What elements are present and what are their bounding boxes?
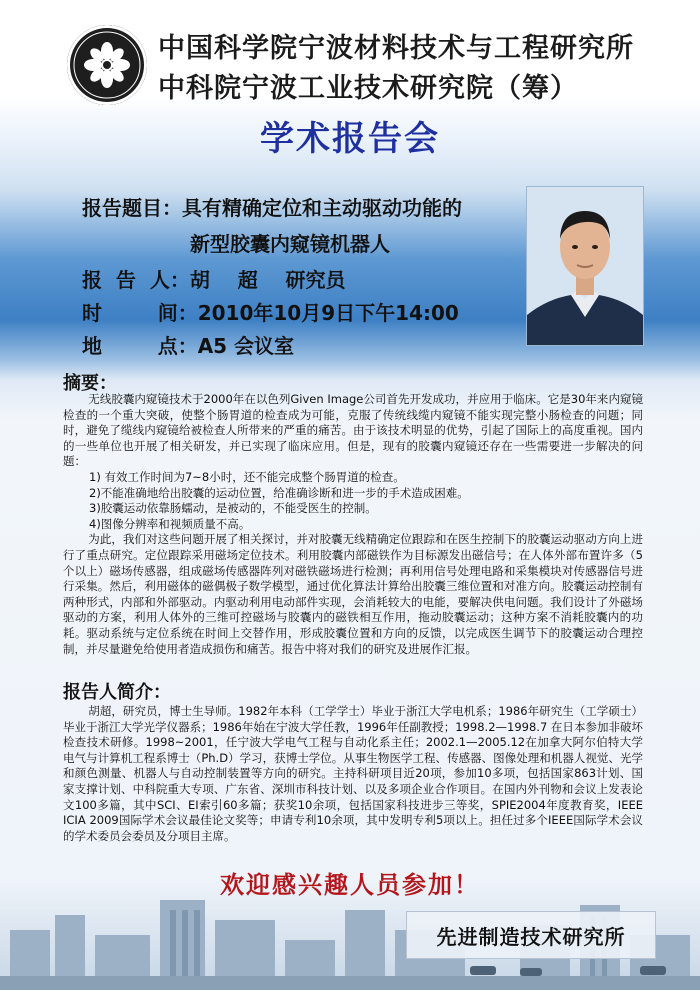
list-item: 3)胶囊运动依靠肠蠕动，是被动的，不能受医生的控制。 (89, 501, 377, 516)
report-speaker: 报 告 人：胡 超 研究员 (82, 268, 346, 292)
page-title: 学术报告会 (260, 119, 440, 159)
cas-logo-icon (67, 25, 147, 105)
institute-name: 中国科学院宁波材料技术与工程研究所 (158, 33, 634, 64)
welcome-text: 欢迎感兴趣人员参加！ (220, 871, 480, 899)
bio-paragraph: 胡超，研究员，博士生导师。1982年本科（工学学士）毕业于浙江大学电机系；1986年研究生（工学硕士）毕业于浙江大学光学仪器系；1986年始在宁波大学任教，1996年任副教授；1998.2—1998.7 在日本参加非破坏检查技术研修。1998~2001，任宁波大学电气工程与自动化系主任；2002.1—2005.12在加拿大阿尔伯特大学电气与计算机工程系博士（Ph.D）学习，获博士学位。从事生物医学工程、传感器、图像处理和机器人视觉、光学和颜色测量、机器人与自动控制装置等方向的研究。主持科研项目近20项，参加10多项，包括国家863计划、国家支撑计划、中科院重大专项、广东省、深圳市科技计划、以及多项企业合作项目。在国内外刊物和会议上发表论文100多篇，其中SCI、EI索引60多篇；获奖10余项，包括国家科技进步三等奖，SPIE2004年度教育奖，IEEE ICIA 2009国际学术会议最佳论文奖等；申请专利10余项，其中发明专利5项以上。担任过多个IEEE国际学术会议的学术委员会委员及分项目主席。 (63, 704, 643, 843)
abstract-paragraph: 无线胶囊内窥镜技术于2000年在以色列Given Image公司首先开发成功，并应用于临床。它是30年来内窥镜检查的一个重大突破，使整个肠胃道的检查成为可能，克服了传统线缆内窥镜不能实现完整小肠检查的问题；同时，避免了缆线内窥镜给被检查人所带来的严重的痛苦。由于该技术明显的优势，引起了国际上的高度重视。国内的一些单位也开展了相关研发，并已实现了临床应用。但是，现有的胶囊内窥镜还存在一些需要进一步解决的问题： (63, 392, 643, 469)
report-topic-line1: 报告题目：具有精确定位和主动驱动功能的 (82, 196, 462, 220)
bio-heading: 报告人简介： (63, 682, 171, 703)
list-item: 4)图像分辨率和视频质量不高。 (89, 516, 251, 531)
list-item: 1) 有效工作时间为7~8小时，还不能完成整个肠胃道的检查。 (89, 469, 405, 484)
report-place: 地 点：A5 会议室 (82, 334, 295, 358)
report-topic-line2: 新型胶囊内窥镜机器人 (190, 232, 390, 256)
abstract-body (63, 392, 643, 657)
institute-alt-name: 中科院宁波工业技术研究院（筹） (158, 73, 578, 104)
organizer-name: 先进制造技术研究所 (436, 924, 626, 949)
bio-body (63, 704, 643, 844)
organizer-box (406, 911, 656, 959)
header (0, 0, 700, 104)
abstract-paragraph: 为此，我们对这些问题开展了相关探讨，并对胶囊无线精确定位跟踪和在医生控制下的胶囊运动驱动方向上进行了重点研究。定位跟踪采用磁场定位技术。利用胶囊内部磁铁作为目标源发出磁信号；在人体外部布置许多（5个以上）磁场传感器，组成磁场传感器阵列对磁铁磁场进行检测；再利用信号处理电路和采集模块对传感器信号进行采集。然后，利用磁体的磁偶极子数学模型，通过优化算法计算给出胶囊三维位置和对准方向。胶囊运动控制有两种形式，内部和外部驱动。内驱动利用电动部件实现，会消耗较大的电能，要解决供电问题。我们设计了外磁场驱动的方案，利用人体外的三维可控磁场与胶囊内的磁铁相互作用，拖动胶囊运动；这种方案不消耗胶囊内的功耗。驱动系统与定位系统在时间上交替作用，形成胶囊位置和方向的反馈，以完成医生调节下的胶囊运动合理控制，并尽量避免给使用者造成损伤和痛苦。报告中将对我们的研究及进展作汇报。 (63, 532, 643, 656)
abstract-heading: 摘要： (63, 373, 117, 394)
list-item: 2)不能准确地给出胶囊的运动位置，给准确诊断和进一步的手术造成困难。 (89, 485, 469, 500)
report-time: 时 间：2010年10月9日下午14:00 (82, 301, 459, 325)
speaker-photo (526, 186, 644, 346)
